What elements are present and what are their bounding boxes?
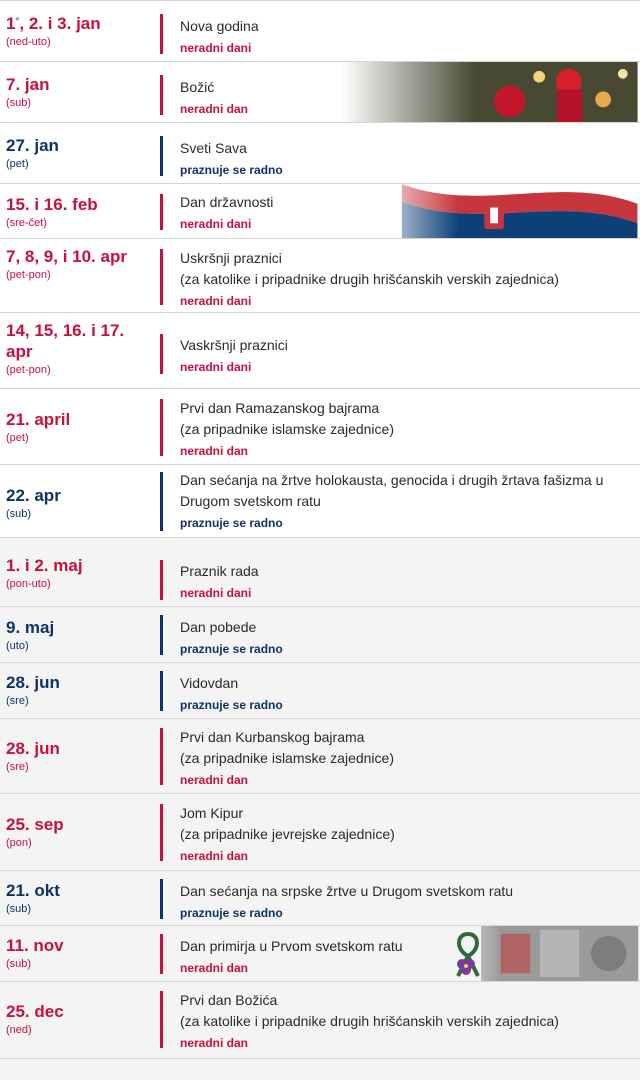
holiday-description [180, 335, 634, 375]
holiday-title: Dan sećanja na srpske žrtve u Drugom svetskom ratu [180, 883, 514, 899]
holiday-row-saint-sava [0, 123, 640, 184]
holiday-date: 14, 15, 16. i 17. apr [6, 321, 125, 361]
holiday-weekday: (sre) [6, 761, 29, 773]
holiday-weekday: (pet-pon) [6, 269, 51, 281]
holiday-weekday: (pon-uto) [6, 578, 51, 590]
holiday-weekday: (sre) [6, 695, 29, 707]
holiday-row-victory-day [0, 607, 640, 663]
holiday-date: 9. maj [6, 618, 55, 637]
date-block [6, 135, 154, 171]
holiday-row-labour-day [0, 538, 640, 607]
date-block [6, 814, 154, 850]
holiday-status: neradni dani [180, 41, 252, 55]
holiday-title: Praznik rada [180, 563, 259, 579]
holiday-weekday: (sub) [6, 903, 32, 915]
status-bar [160, 934, 163, 974]
status-bar [160, 75, 163, 115]
holiday-weekday: (sub) [6, 958, 32, 970]
holiday-row-catholic-christmas [0, 982, 640, 1059]
holiday-title: Dan primirja u Prvom svetskom ratu [180, 938, 403, 954]
holiday-status: neradni dan [180, 773, 249, 787]
holiday-note: (za pripadnike islamske zajednice) [180, 750, 394, 766]
holiday-date: 11. nov [6, 936, 64, 955]
holiday-title: Dan državnosti [180, 194, 274, 210]
holiday-row-armistice-day [0, 926, 640, 982]
date-block [6, 880, 154, 916]
list-footer [0, 1059, 640, 1080]
holiday-note: (za pripadnike jevrejske zajednice) [180, 826, 395, 842]
holiday-status: neradni dani [180, 217, 252, 231]
holiday-title: Božić [180, 79, 215, 95]
holiday-row-serbian-victims-remembrance [0, 871, 640, 926]
holiday-title: Sveti Sava [180, 140, 247, 156]
status-bar [160, 249, 163, 305]
holiday-title: Dan sećanja na žrtve holokausta, genocida i drugih žrtava fašizma u Drugom svetskom ratu [180, 472, 604, 509]
holiday-row-vidovdan [0, 663, 640, 719]
holiday-description [180, 470, 634, 531]
date-block [6, 935, 154, 971]
status-bar [160, 991, 163, 1048]
date-block [6, 74, 154, 110]
holiday-status: neradni dan [180, 849, 249, 863]
holiday-status: praznuje se radno [180, 906, 283, 920]
holiday-description [180, 398, 634, 459]
holiday-note: (za katolike i pripadnike drugih hrišćanskih verskih zajednica) [180, 271, 559, 287]
holiday-weekday: (uto) [6, 640, 29, 652]
holiday-title: Vidovdan [180, 675, 239, 691]
date-block [6, 738, 154, 774]
holiday-row-holocaust-remembrance [0, 465, 640, 538]
status-bar [160, 728, 163, 785]
holiday-row-statehood-day [0, 184, 640, 239]
status-bar [160, 399, 163, 456]
holiday-title: Prvi dan Božića [180, 992, 278, 1008]
date-block [6, 555, 154, 591]
status-bar [160, 472, 163, 531]
holiday-weekday: (pet-pon) [6, 364, 51, 376]
holiday-date: 15. i 16. feb [6, 195, 98, 214]
holiday-title: Dan pobede [180, 619, 257, 635]
holiday-description [180, 936, 440, 976]
status-bar [160, 14, 163, 54]
holiday-date: 21. april [6, 410, 71, 429]
holiday-row-christmas [0, 62, 640, 123]
holiday-note: (za pripadnike islamske zajednice) [180, 421, 394, 437]
status-bar [160, 560, 163, 600]
holiday-title: Prvi dan Ramazanskog bajrama [180, 400, 380, 416]
holiday-date: 28. jun [6, 739, 60, 758]
holiday-date: 25. sep [6, 815, 64, 834]
holiday-status: neradni dan [180, 1036, 249, 1050]
holiday-date: 22. apr [6, 486, 61, 505]
holiday-status: neradni dani [180, 586, 252, 600]
holiday-row-yom-kippur [0, 794, 640, 871]
holiday-title: Prvi dan Kurbanskog bajrama [180, 729, 365, 745]
holiday-weekday: (sub) [6, 508, 32, 520]
date-block [6, 246, 154, 282]
holiday-date: 28. jun [6, 673, 60, 692]
holiday-title: Jom Kipur [180, 805, 244, 821]
holiday-weekday: (sub) [6, 97, 32, 109]
holiday-weekday: (ned-uto) [6, 36, 51, 48]
holiday-description [180, 803, 634, 864]
holiday-row-catholic-easter [0, 239, 640, 313]
holiday-description [180, 617, 634, 657]
holiday-status: neradni dani [180, 294, 252, 308]
holiday-date: 7. jan [6, 75, 50, 94]
status-bar [160, 804, 163, 861]
status-bar [160, 879, 163, 919]
holiday-status: neradni dan [180, 961, 249, 975]
holiday-weekday: (sre-čet) [6, 217, 47, 229]
date-block [6, 485, 154, 521]
holiday-title: Nova godina [180, 18, 259, 34]
holiday-status: neradni dan [180, 444, 249, 458]
holiday-row-ramadan-bayram [0, 389, 640, 465]
holiday-description [180, 673, 634, 713]
date-block [6, 13, 154, 49]
holiday-description [180, 990, 634, 1051]
holiday-description [180, 561, 634, 601]
holiday-description [180, 248, 634, 309]
holiday-status: praznuje se radno [180, 516, 283, 530]
holiday-status: praznuje se radno [180, 642, 283, 656]
holiday-description [180, 77, 634, 117]
holiday-date: 27. jan [6, 136, 59, 155]
holiday-weekday: (pet) [6, 432, 29, 444]
holiday-title: Uskršnji praznici [180, 250, 282, 266]
holiday-description [180, 727, 634, 788]
holiday-status: neradni dani [180, 360, 252, 374]
holiday-description [180, 138, 634, 178]
holiday-weekday: (ned) [6, 1024, 32, 1036]
holiday-date: 7, 8, 9, i 10. apr [6, 247, 127, 266]
date-block [6, 409, 154, 445]
date-block [6, 320, 154, 377]
date-block [6, 194, 154, 230]
holiday-date: 25. dec [6, 1002, 64, 1021]
holiday-note: (za katolike i pripadnike drugih hrišćanskih verskih zajednica) [180, 1013, 559, 1029]
holiday-date: 1*, 2. i 3. jan [6, 14, 101, 33]
holiday-weekday: (pon) [6, 837, 32, 849]
date-block [6, 672, 154, 708]
holiday-row-orthodox-easter [0, 313, 640, 389]
holiday-description [180, 16, 634, 56]
status-bar [160, 334, 163, 374]
holiday-row-new-year [0, 1, 640, 62]
holiday-description [180, 881, 634, 921]
holiday-status: praznuje se radno [180, 163, 283, 177]
status-bar [160, 615, 163, 655]
date-block [6, 617, 154, 653]
date-block [6, 1001, 154, 1037]
holiday-row-kurban-bayram [0, 719, 640, 794]
holiday-date: 1. i 2. maj [6, 556, 83, 575]
status-bar [160, 671, 163, 711]
holiday-status: neradni dan [180, 102, 249, 116]
holiday-description [180, 192, 634, 232]
holiday-title: Vaskršnji praznici [180, 337, 288, 353]
holiday-weekday: (pet) [6, 158, 29, 170]
holiday-status: praznuje se radno [180, 698, 283, 712]
holiday-date: 21. okt [6, 881, 60, 900]
status-bar [160, 194, 163, 230]
ribbon-flower-icon [448, 930, 488, 978]
status-bar [160, 136, 163, 176]
